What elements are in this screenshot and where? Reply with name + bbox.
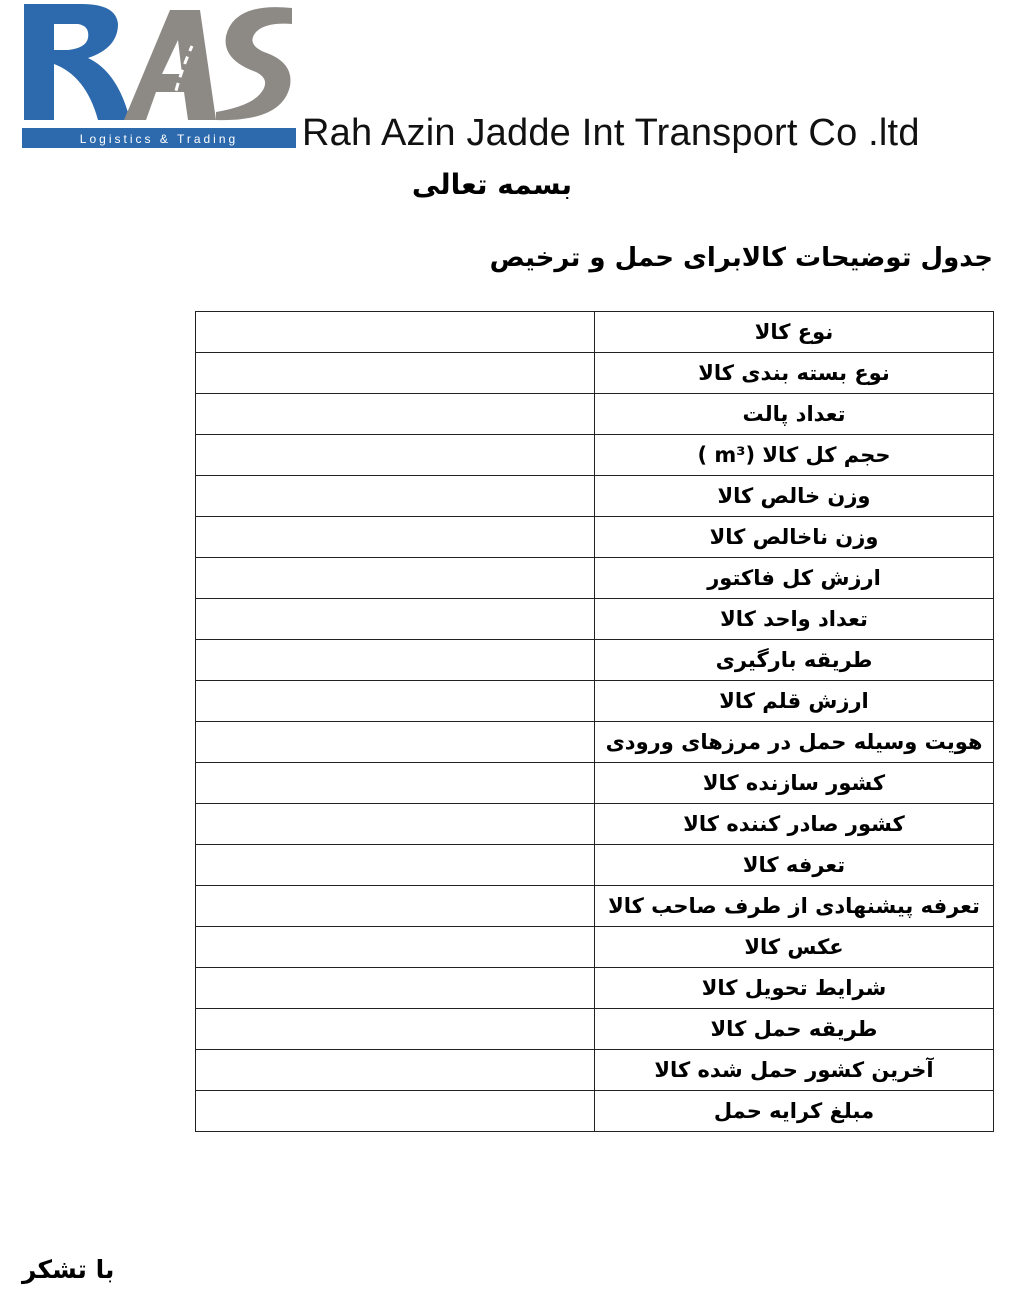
row-value-field[interactable] [196,1050,595,1091]
table-row [196,558,994,599]
table-row [196,927,994,968]
table-row [196,394,994,435]
row-value-field[interactable] [196,312,595,353]
row-value-field[interactable] [196,681,595,722]
ras-logo-image [20,2,298,152]
goods-description-table [195,311,994,1132]
table-row [196,312,994,353]
document-title: جدول توضیحات کالابرای حمل و ترخیص [489,243,993,273]
table-row [196,476,994,517]
row-value-field[interactable] [196,353,595,394]
row-label: تعداد واحد کالا [595,599,994,640]
table-row [196,763,994,804]
row-label: وزن خالص کالا [595,476,994,517]
table-row [196,681,994,722]
table-row [196,804,994,845]
row-label: حجم کل کالا (m³ ) [595,435,994,476]
row-value-field[interactable] [196,804,595,845]
company-logo [20,2,298,152]
row-label: شرایط تحویل کالا [595,968,994,1009]
table-row [196,640,994,681]
row-value-field[interactable] [196,558,595,599]
table-row [196,1050,994,1091]
row-value-field[interactable] [196,968,595,1009]
row-value-field[interactable] [196,394,595,435]
table-row [196,1009,994,1050]
row-label: تعرفه کالا [595,845,994,886]
row-value-field[interactable] [196,517,595,558]
row-label: هویت وسیله حمل در مرزهای ورودی [595,722,994,763]
table-row [196,722,994,763]
row-label: ارزش قلم کالا [595,681,994,722]
row-value-field[interactable] [196,886,595,927]
table-row [196,845,994,886]
row-label: ارزش کل فاکتور [595,558,994,599]
row-label: تعداد پالت [595,394,994,435]
company-name: Rah Azin Jadde Int Transport Co .ltd [302,112,920,154]
table-row [196,599,994,640]
row-value-field[interactable] [196,435,595,476]
logo-tagline: Logistics & Trading [79,132,239,146]
table-row [196,353,994,394]
row-label: طریقه حمل کالا [595,1009,994,1050]
row-label: نوع کالا [595,312,994,353]
basmala-heading: بسمه تعالی [411,168,572,201]
table-row [196,1091,994,1132]
table-row [196,968,994,1009]
table-row [196,886,994,927]
row-label: عکس کالا [595,927,994,968]
closing-thanks: با تشکر [22,1255,115,1284]
row-label: تعرفه پیشنهادی از طرف صاحب کالا [595,886,994,927]
row-value-field[interactable] [196,927,595,968]
row-label: مبلغ کرایه حمل [595,1091,994,1132]
row-value-field[interactable] [196,599,595,640]
row-label: نوع بسته بندی کالا [595,353,994,394]
row-label: طریقه بارگیری [595,640,994,681]
row-value-field[interactable] [196,763,595,804]
row-value-field[interactable] [196,722,595,763]
table-row [196,517,994,558]
row-value-field[interactable] [196,1091,595,1132]
row-label: وزن ناخالص کالا [595,517,994,558]
row-label: آخرین کشور حمل شده کالا [595,1050,994,1091]
row-value-field[interactable] [196,640,595,681]
row-value-field[interactable] [196,476,595,517]
row-label: کشور صادر کننده کالا [595,804,994,845]
row-value-field[interactable] [196,1009,595,1050]
row-value-field[interactable] [196,845,595,886]
table-row [196,435,994,476]
row-label: کشور سازنده کالا [595,763,994,804]
